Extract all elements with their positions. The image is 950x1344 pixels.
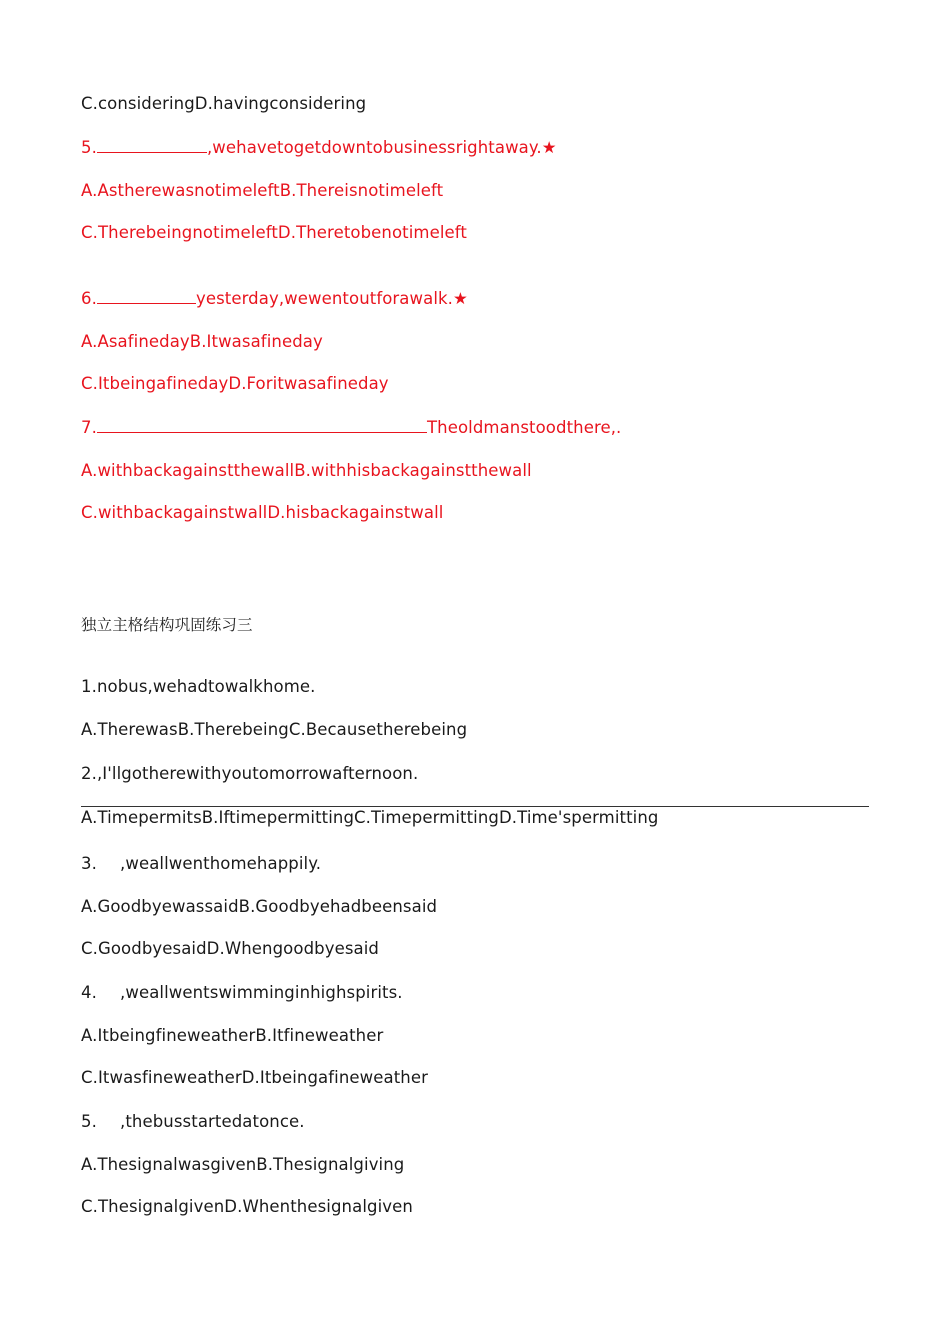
b-q4-options-cd: C.ItwasfineweatherD.Itbeingafineweather bbox=[81, 1068, 428, 1087]
b-q4-stem bbox=[81, 982, 403, 1004]
q6-stem bbox=[81, 288, 468, 310]
q5-stem bbox=[81, 137, 557, 159]
q7-options-ab: A.withbackagainstthewallB.withhisbackagainstthewall bbox=[81, 461, 532, 480]
b-q2-stem: 2.,I'llgotherewithyoutomorrowafternoon. bbox=[81, 764, 419, 783]
q7-text: Theoldmanstoodthere,. bbox=[426, 418, 622, 437]
q6-number: 6. bbox=[81, 289, 97, 308]
b-q5-text: ,thebusstartedatonce. bbox=[120, 1112, 305, 1131]
b-q4-text: ,weallwentswimminginhighspirits. bbox=[120, 983, 403, 1002]
b-q3-options-cd: C.GoodbyesaidD.Whengoodbyesaid bbox=[81, 939, 379, 958]
q5-number: 5. bbox=[81, 138, 97, 157]
q7-stem bbox=[81, 417, 621, 439]
b-q3-text: ,weallwenthomehappily. bbox=[120, 854, 322, 873]
b-q5-options-cd: C.ThesignalgivenD.Whenthesignalgiven bbox=[81, 1197, 413, 1216]
b-q1-options: A.TherewasB.TherebeingC.Becausetherebeing bbox=[81, 720, 468, 739]
b-q3-options-ab: A.GoodbyewassaidB.Goodbyehadbeensaid bbox=[81, 897, 438, 916]
q7-blank bbox=[97, 417, 427, 433]
q6-options-cd: C.ItbeingafinedayD.Foritwasafineday bbox=[81, 374, 389, 393]
q5-blank bbox=[97, 137, 207, 153]
q6-options-ab: A.AsafinedayB.Itwasafineday bbox=[81, 332, 323, 351]
q5-text: ,wehavetogetdowntobusinessrightaway.★ bbox=[206, 138, 557, 157]
b-q3-stem bbox=[81, 853, 321, 875]
q4-options-cd: C.consideringD.havingconsidering bbox=[81, 94, 367, 113]
section-heading: 独立主格结构巩固练习三 bbox=[81, 616, 253, 634]
b-q5-options-ab: A.ThesignalwasgivenB.Thesignalgiving bbox=[81, 1155, 405, 1174]
b-q1-stem: 1.nobus,wehadtowalkhome. bbox=[81, 677, 316, 696]
b-q3-number: 3. bbox=[81, 854, 97, 873]
q5-options-ab: A.AstherewasnotimeleftB.Thereisnotimeleft bbox=[81, 181, 444, 200]
b-q2-options: A.TimepermitsB.IftimepermittingC.TimepermittingD.Time'spermitting bbox=[81, 808, 659, 827]
q6-blank bbox=[97, 288, 196, 304]
q5-options-cd: C.TherebeingnotimeleftD.Theretobenotimeleft bbox=[81, 223, 467, 242]
q6-text: yesterday,wewentoutforawalk.★ bbox=[195, 289, 468, 308]
b-q4-options-ab: A.ItbeingfineweatherB.Itfineweather bbox=[81, 1026, 384, 1045]
b-q5-number: 5. bbox=[81, 1112, 97, 1131]
b-q4-number: 4. bbox=[81, 983, 97, 1002]
q7-options-cd: C.withbackagainstwallD.hisbackagainstwall bbox=[81, 503, 444, 522]
b-q5-stem bbox=[81, 1111, 305, 1133]
q7-number: 7. bbox=[81, 418, 97, 437]
